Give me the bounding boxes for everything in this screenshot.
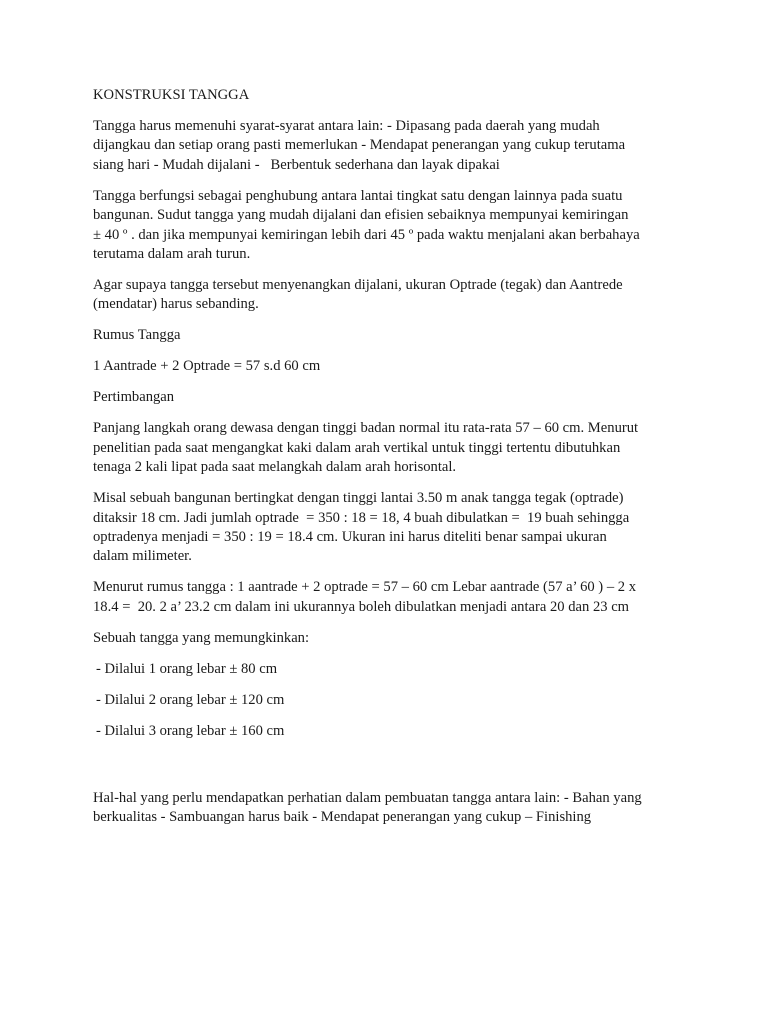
text-line: dalam milimeter.	[93, 548, 192, 565]
text-line: optradenya menjadi = 350 : 19 = 18.4 cm. Ukuran ini harus diteliti benar sampai ukuran	[93, 529, 607, 546]
paragraph-fungsi	[93, 187, 683, 265]
text-line: Tangga harus memenuhi syarat-syarat antara lain: - Dipasang pada daerah yang mudah	[93, 118, 600, 134]
text-line: ± 40 º . dan jika mempunyai kemiringan lebih dari 45 º pada waktu menjalani akan berbahaya	[93, 226, 640, 243]
list-item: - Dilalui 1 orang lebar ± 80 cm	[96, 660, 278, 677]
paragraph-misal	[93, 489, 683, 567]
text-line: berkualitas - Sambuangan harus baik - Mendapat penerangan yang cukup – Finishing	[93, 809, 592, 826]
document-title: KONSTRUKSI TANGGA	[93, 87, 250, 103]
heading-rumus-tangga: Rumus Tangga	[93, 327, 181, 344]
spacer	[93, 753, 683, 789]
formula-line: 1 Aantrade + 2 Optrade = 57 s.d 60 cm	[93, 358, 321, 375]
list-item: - Dilalui 3 orang lebar ± 160 cm	[96, 722, 285, 739]
text-line: 18.4 = 20. 2 a’ 23.2 cm dalam ini ukurannya boleh dibulatkan menjadi antara 20 dan 23 cm	[93, 598, 630, 615]
text-line: Panjang langkah orang dewasa dengan tinggi badan normal itu rata-rata 57 – 60 cm. Menurut	[93, 420, 639, 437]
paragraph-syarat	[93, 117, 683, 175]
document-page	[93, 86, 683, 839]
paragraph-langkah	[93, 419, 683, 477]
text-line: Menurut rumus tangga : 1 aantrade + 2 optrade = 57 – 60 cm Lebar aantrade (57 a’ 60 ) – 2 x	[93, 579, 637, 596]
text-line: penelitian pada saat mengangkat kaki dalam arah vertikal untuk tinggi tertentu dibutuhkan	[93, 439, 621, 456]
list-item: - Dilalui 2 orang lebar ± 120 cm	[96, 691, 285, 708]
text-line: siang hari - Mudah dijalani - Berbentuk sederhana dan layak dipakai	[93, 156, 500, 173]
paragraph-memungkinkan: Sebuah tangga yang memungkinkan:	[93, 629, 310, 646]
text-line: Hal-hal yang perlu mendapatkan perhatian dalam pembuatan tangga antara lain: - Bahan yang	[93, 789, 642, 806]
text-line: ditaksir 18 cm. Jadi jumlah optrade = 350 : 18 = 18, 4 buah dibulatkan = 19 buah sehingga	[93, 509, 630, 526]
paragraph-ukuran	[93, 276, 683, 315]
text-line: tenaga 2 kali lipat pada saat melangkah dalam arah horisontal.	[93, 459, 457, 476]
text-line: (mendatar) harus sebanding.	[93, 296, 259, 313]
paragraph-menurut-rumus	[93, 578, 683, 617]
text-line: Agar supaya tangga tersebut menyenangkan dijalani, ukuran Optrade (tegak) dan Aantrede	[93, 277, 623, 294]
text-line: Tangga berfungsi sebagai penghubung antara lantai tingkat satu dengan lainnya pada suatu	[93, 187, 623, 204]
text-line: Misal sebuah bangunan bertingkat dengan tinggi lantai 3.50 m anak tangga tegak (optrade)	[93, 490, 624, 507]
text-line: dijangkau dan setiap orang pasti memerlukan - Mendapat penerangan yang cukup terutama	[93, 137, 626, 154]
paragraph-hal-hal	[93, 789, 683, 828]
text-line: bangunan. Sudut tangga yang mudah dijalani dan efisien sebaiknya mempunyai kemiringan	[93, 207, 629, 224]
heading-pertimbangan: Pertimbangan	[93, 389, 175, 406]
text-line: terutama dalam arah turun.	[93, 246, 251, 263]
